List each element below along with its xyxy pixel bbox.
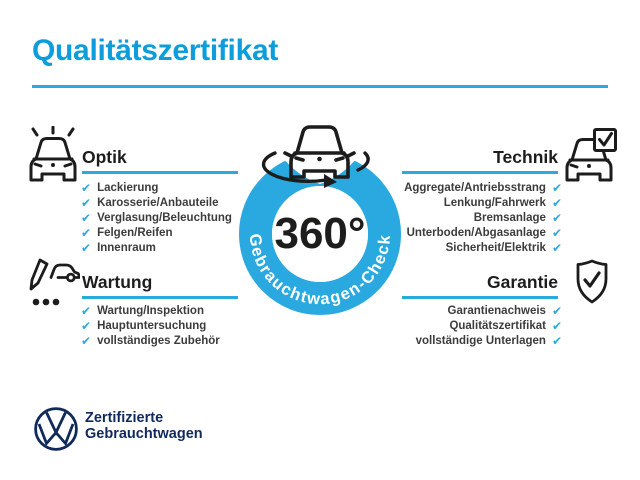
vw-logo <box>33 406 79 452</box>
check-icon: ✔ <box>551 180 562 195</box>
optik-list <box>81 180 232 255</box>
check-item-label: Qualitätszertifikat <box>449 319 546 332</box>
check-item <box>404 210 562 225</box>
check-icon: ✔ <box>551 225 562 240</box>
title-divider <box>32 85 608 88</box>
check-item <box>404 195 562 210</box>
check-item-label: Aggregate/Antriebsstrang <box>404 181 546 194</box>
check-icon: ✔ <box>81 318 92 333</box>
check-item <box>81 195 232 210</box>
check-item-label: Sicherheit/Elektrik <box>445 241 546 254</box>
check-icon: ✔ <box>551 210 562 225</box>
check-item-label: vollständiges Zubehör <box>97 334 220 347</box>
check-item-label: Karosserie/Anbauteile <box>97 196 219 209</box>
shining-car-icon <box>27 126 79 184</box>
degree-label: 360° <box>274 209 366 258</box>
brand-line2: Gebrauchtwagen <box>85 426 203 442</box>
check-item-label: Verglasung/Beleuchtung <box>97 211 232 224</box>
check-item <box>404 180 562 195</box>
check-item <box>81 225 232 240</box>
check-icon: ✔ <box>551 303 562 318</box>
ring-label: Gebrauchtwagen-Check <box>245 232 395 309</box>
check-item <box>81 318 220 333</box>
wartung-list <box>81 303 220 348</box>
section-heading-optik: Optik <box>82 147 127 167</box>
check-icon: ✔ <box>81 240 92 255</box>
check-item-label: Unterboden/Abgasanlage <box>406 226 546 239</box>
check-icon: ✔ <box>81 180 92 195</box>
shield-check-icon <box>575 259 609 305</box>
check-item-label: Garantienachweis <box>447 304 546 317</box>
section-heading-technik: Technik <box>493 147 558 167</box>
garantie-list <box>416 303 562 348</box>
brand-line1: Zertifizierte <box>85 410 164 426</box>
wartung-underline <box>82 296 238 299</box>
car-checkbox-icon <box>565 128 617 184</box>
check-item <box>404 225 562 240</box>
technik-underline <box>402 171 558 174</box>
check-item-label: Hauptuntersuchung <box>97 319 207 332</box>
check-item <box>416 333 562 348</box>
check-item-label: Bremsanlage <box>473 211 546 224</box>
check-icon: ✔ <box>81 195 92 210</box>
check-item <box>81 180 232 195</box>
check-item <box>81 333 220 348</box>
garantie-underline <box>402 296 558 299</box>
check-item <box>404 240 562 255</box>
optik-underline <box>82 171 238 174</box>
check-item <box>81 210 232 225</box>
check-item <box>416 318 562 333</box>
check-icon: ✔ <box>81 333 92 348</box>
check-icon: ✔ <box>551 195 562 210</box>
check-item-label: Innenraum <box>97 241 156 254</box>
check-item-label: vollständige Unterlagen <box>415 334 546 347</box>
check-item-label: Wartung/Inspektion <box>97 304 204 317</box>
check-item-label: Lackierung <box>97 181 159 194</box>
check-item-label: Lenkung/Fahrwerk <box>443 196 546 209</box>
check-item <box>416 303 562 318</box>
check-item-label: Felgen/Reifen <box>97 226 173 239</box>
section-heading-garantie: Garantie <box>487 272 558 292</box>
check-item <box>81 303 220 318</box>
page-title: Qualitätszertifikat <box>32 34 279 67</box>
check-icon: ✔ <box>551 333 562 348</box>
360-check-badge <box>225 115 415 335</box>
technik-list <box>404 180 562 255</box>
check-icon: ✔ <box>81 303 92 318</box>
check-icon: ✔ <box>551 240 562 255</box>
section-heading-wartung: Wartung <box>82 272 153 292</box>
check-icon: ✔ <box>551 318 562 333</box>
check-icon: ✔ <box>81 210 92 225</box>
check-item <box>81 240 232 255</box>
pencil-car-checklist-icon <box>28 258 80 308</box>
brand-text <box>85 410 203 442</box>
check-icon: ✔ <box>81 225 92 240</box>
